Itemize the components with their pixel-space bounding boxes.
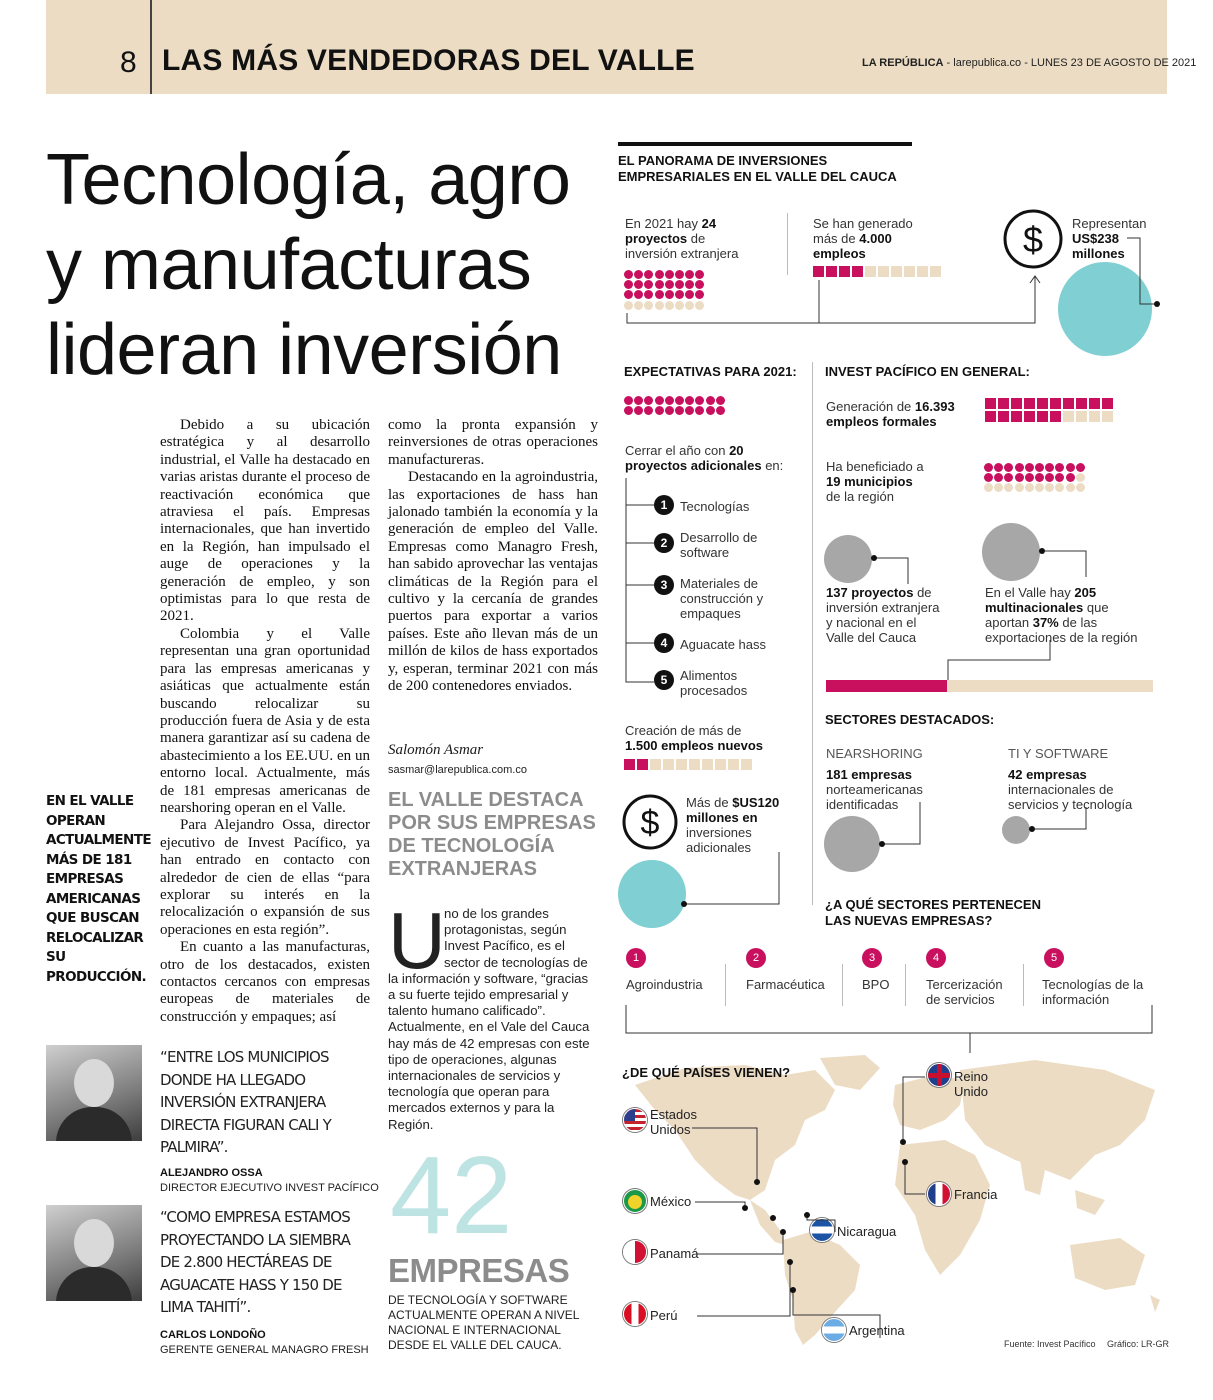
sector-item: Aguacate hass	[680, 637, 767, 652]
expectations-title: EXPECTATIVAS PARA 2021:	[624, 364, 797, 379]
unit-square	[1076, 411, 1087, 422]
unit-square	[1063, 398, 1074, 409]
sector-number: 1	[626, 948, 646, 968]
unit-dot	[1055, 483, 1064, 492]
sectors-bracket	[620, 1005, 1160, 1055]
unit-dot	[655, 406, 664, 415]
sector-item: Tecnologías	[680, 499, 750, 514]
add-money-stat: Más de $US120 millones en inversiones adicionales	[686, 795, 780, 855]
gen-jobs-stat: Generación de 16.393 empleos formales	[826, 399, 955, 429]
nearshoring-circle	[824, 816, 880, 872]
sector-number: 2	[746, 948, 766, 968]
list-number: 1	[654, 495, 674, 515]
unit-dot	[1004, 473, 1013, 482]
unit-square	[998, 398, 1009, 409]
unit-dot	[655, 396, 664, 405]
countries-title: ¿DE QUÉ PAÍSES VIENEN?	[622, 1065, 791, 1080]
unit-dot	[1015, 483, 1024, 492]
unit-dot	[685, 396, 694, 405]
projects-stat: En 2021 hay 24 proyectos de inversión extranjera	[625, 216, 739, 261]
multinac-circle	[982, 523, 1040, 581]
divider	[905, 964, 906, 1006]
unit-dot	[1015, 463, 1024, 472]
unit-square	[1011, 411, 1022, 422]
country-label: Panamá	[650, 1246, 699, 1261]
country-label: Argentina	[849, 1323, 905, 1338]
unit-dot	[1035, 483, 1044, 492]
unit-square	[1089, 398, 1100, 409]
section-title: LAS MÁS VENDEDORAS DEL VALLE	[162, 44, 695, 77]
graphic-credit: Gráfico: LR-GR	[1107, 1339, 1170, 1349]
nearshoring-stat: 181 empresas norteamericanas identificadas	[826, 767, 923, 812]
divider	[842, 964, 843, 1006]
unit-square	[624, 759, 635, 770]
svg-text:$: $	[1022, 219, 1044, 260]
unit-dot	[1076, 473, 1085, 482]
unit-square	[985, 398, 996, 409]
projects137-stat: 137 proyectos de inversión extranjera y nacional en el Valle del Cauca	[826, 585, 940, 645]
unit-square	[1102, 411, 1113, 422]
money-stat: Representan US$238 millones	[1072, 216, 1147, 261]
municipios-stat: Ha beneficiado a 19 municipios de la región	[826, 459, 924, 504]
big-number: 42	[390, 1134, 513, 1257]
unit-dot	[1035, 473, 1044, 482]
unit-dot	[675, 406, 684, 415]
municipios-dot-grid	[984, 463, 1114, 503]
drop-cap: U	[388, 896, 446, 985]
invest-title: INVEST PACÍFICO EN GENERAL:	[825, 364, 1030, 379]
sector-number: 4	[926, 948, 946, 968]
ti-stat: 42 empresas internacionales de servicios y tecnología	[1008, 767, 1133, 812]
unit-dot	[624, 406, 633, 415]
paragraph: En cuanto a las manufacturas, otro de los destacados, existen contactos cercanos con empresas europeas de materiales de construcción y empaques; así	[160, 939, 370, 1025]
issue-date: LUNES 23 DE AGOSTO DE 2021	[1030, 57, 1197, 69]
unit-dot	[1035, 463, 1044, 472]
quote-role: DIRECTOR EJECUTIVO INVEST PACÍFICO	[160, 1182, 379, 1194]
sectors-title: SECTORES DESTACADOS:	[825, 712, 995, 727]
sector-item: Desarrollo de software	[680, 530, 758, 560]
unit-dot	[984, 473, 993, 482]
publication-name: LA REPÚBLICA	[862, 57, 944, 69]
new-sectors-title: ¿A QUÉ SECTORES PERTENECEN LAS NUEVAS EMPRESAS?	[825, 897, 1041, 928]
jobs-stat: Se han generado más de 4.000 empleos	[813, 216, 913, 261]
unit-dot	[1045, 463, 1054, 472]
article-column-2	[388, 417, 598, 696]
unit-square	[663, 759, 674, 770]
list-number: 5	[654, 670, 674, 690]
connector-line	[1036, 545, 1096, 585]
unit-dot	[1045, 473, 1054, 482]
unit-square	[1089, 411, 1100, 422]
unit-square	[1024, 398, 1035, 409]
list-number: 4	[654, 633, 674, 653]
dollar-icon	[620, 792, 680, 852]
sidebar-body-text: no de los grandes protagonistas, según Invest Pacífico, es el sector de tecnologías de la información y software, “gracias a su fuerte tejido empresarial y talento humano calificado”. Actualmente, en el Vale del Cauca hay más de 42 empresas con este tipo de operaciones, algunas internacionales de servicios y tecnología que operan para mercados externos y para la Región.	[388, 906, 590, 1132]
divider	[725, 964, 726, 1006]
infographic-top-rule	[618, 142, 912, 146]
new-sector-item: Tecnologías de la información	[1042, 977, 1144, 1007]
quote-role: GERENTE GENERAL MANAGRO FRESH	[160, 1344, 369, 1356]
unit-dot	[1025, 463, 1034, 472]
new-jobs-stat: Creación de más de 1.500 empleos nuevos	[625, 723, 764, 753]
header-meta: LA REPÚBLICA - larepublica.co - LUNES 23 DE AGOSTO DE 2021	[862, 57, 1197, 69]
new-sector-item: Tercerización de servicios	[926, 977, 1003, 1007]
unit-dot	[1066, 473, 1075, 482]
unit-square	[1011, 398, 1022, 409]
infographic-title: EL PANORAMA DE INVERSIONES EMPRESARIALES EN EL VALLE DEL CAUCA	[618, 153, 897, 184]
paragraph: como la pronta expansión y reinversiones de otras operaciones manufactureras.	[388, 417, 598, 468]
avatar-carlos-londono	[46, 1205, 142, 1301]
ti-label: TI Y SOFTWARE	[1008, 746, 1109, 761]
list-number: 3	[654, 575, 674, 595]
unit-dot	[1066, 463, 1075, 472]
unit-dot	[665, 406, 674, 415]
multinac-stat: En el Valle hay 205 multinacionales que aportan 37% de las exportaciones de la región	[985, 585, 1138, 645]
sidebar-body	[388, 896, 598, 1133]
connector-line	[1026, 805, 1096, 835]
sector-number: 5	[1044, 948, 1064, 968]
unit-square	[637, 759, 648, 770]
author-email[interactable]: sasmar@larepublica.com.co	[388, 764, 527, 776]
unit-square	[985, 411, 996, 422]
unit-dot	[984, 483, 993, 492]
unit-dot	[644, 396, 653, 405]
unit-square	[715, 759, 726, 770]
unit-square	[1050, 398, 1061, 409]
unit-square	[728, 759, 739, 770]
country-label: Estados Unidos	[650, 1107, 697, 1137]
avatar-alejandro-ossa	[46, 1045, 142, 1141]
connector-lines	[620, 228, 1165, 328]
divider	[812, 362, 813, 905]
unit-dot	[1076, 483, 1085, 492]
site-link[interactable]: larepublica.co	[953, 57, 1022, 69]
unit-dot	[1076, 463, 1085, 472]
new-jobs-square-bar	[624, 759, 764, 771]
unit-dot	[685, 406, 694, 415]
exports-share-bar	[826, 680, 1153, 692]
projects137-circle	[824, 535, 872, 583]
unit-dot	[675, 396, 684, 405]
svg-text:$: $	[640, 804, 660, 842]
page-number: 8	[120, 46, 137, 79]
country-label: Francia	[954, 1187, 998, 1202]
unit-square	[1037, 398, 1048, 409]
country-label: México	[650, 1194, 692, 1209]
unit-square	[741, 759, 752, 770]
unit-dot	[706, 396, 715, 405]
new-sector-item: BPO	[862, 977, 890, 992]
quote-name: ALEJANDRO OSSA	[160, 1167, 263, 1179]
paragraph: Destacando en la agroindustria, las exportaciones de hass han jalonado también la economía y la generación de empleo del Valle. Empresas como Managro Fresh, han sabido aprovechar las ventajas climáticas de la Región para el cultivo y la cercanía de grandes puertos para exportar a varios países. Este año llevan más de un millón de kilos de hass exportados y, esperan, terminar 2021 con más de 200 contenedores enviados.	[388, 469, 598, 695]
unit-dot	[706, 406, 715, 415]
country-label: Nicaragua	[837, 1224, 897, 1239]
unit-dot	[624, 396, 633, 405]
article-column-1	[160, 417, 370, 1026]
unit-dot	[1004, 463, 1013, 472]
unit-square	[702, 759, 713, 770]
sidebar-headline: EL VALLE DESTACA POR SUS EMPRESAS DE TECNOLOGÍA EXTRANJERAS	[388, 789, 596, 880]
country-label: Perú	[650, 1308, 678, 1323]
headline: Tecnología, agro y manufacturas lideran inversión	[46, 140, 571, 390]
paragraph: Para Alejandro Ossa, director ejecutivo de Invest Pacífico, ya han entrado en contacto con alrededor de cien de ellas “para explorar su interés en la relocalización o expansión de sus operaciones en esta región”.	[160, 817, 370, 938]
unit-dot	[1004, 483, 1013, 492]
unit-dot	[634, 406, 643, 415]
map-pointers	[615, 1050, 1170, 1350]
source-note: Fuente: Invest Pacífico	[1004, 1339, 1096, 1349]
unit-dot	[695, 396, 704, 405]
unit-dot	[1025, 483, 1034, 492]
quote-text: “ENTRE LOS MUNICIPIOS DONDE HA LLEGADO INVERSIÓN EXTRANJERA DIRECTA FIGURAN CALI Y PALMIRA”.	[160, 1048, 331, 1156]
unit-dot	[994, 473, 1003, 482]
connector-line	[940, 640, 1060, 680]
header-divider	[150, 0, 152, 94]
expectations-dot-grid	[624, 396, 744, 436]
country-label: Reino Unido	[954, 1069, 988, 1099]
quote-name: CARLOS LONDOÑO	[160, 1329, 266, 1341]
unit-dot	[634, 396, 643, 405]
unit-dot	[1025, 473, 1034, 482]
author-name: Salomón Asmar	[388, 742, 484, 758]
big-number-label: EMPRESAS	[388, 1252, 570, 1289]
unit-dot	[1015, 473, 1024, 482]
unit-square	[650, 759, 661, 770]
new-sector-item: Farmacéutica	[746, 977, 825, 992]
unit-dot	[984, 463, 993, 472]
sector-item: Alimentos procesados	[680, 668, 748, 698]
unit-dot	[1066, 483, 1075, 492]
sector-number: 3	[862, 948, 882, 968]
pull-quote: EN EL VALLE OPERAN ACTUALMENTE MÁS DE 181 EMPRESAS AMERICANAS QUE BUSCAN RELOCALIZAR SU PRODUCCIÓN.	[46, 793, 151, 985]
unit-square	[1050, 411, 1061, 422]
unit-dot	[695, 406, 704, 415]
unit-dot	[1055, 473, 1064, 482]
unit-square	[1063, 411, 1074, 422]
add-money-circle	[618, 860, 686, 928]
new-sector-item: Agroindustria	[626, 977, 703, 992]
unit-square	[998, 411, 1009, 422]
connector-line	[680, 850, 790, 910]
paragraph: Debido a su ubicación estratégica y al desarrollo industrial, el Valle ha destacado en varias aristas durante el proceso de reactivación económica que atraviesa el país. Empresas internacionales, que han invertido en la Región, han impulsado el auge de operaciones y la generación de empleo, y son optimistas para lo que resta de 2021.	[160, 417, 370, 625]
unit-dot	[716, 396, 725, 405]
unit-square	[676, 759, 687, 770]
sector-item: Materiales de construcción y empaques	[680, 576, 764, 621]
big-number-caption: DE TECNOLOGÍA Y SOFTWARE ACTUALMENTE OPERAN A NIVEL NACIONAL E INTERNACIONAL DESDE EL VALLE DEL CAUCA.	[388, 1293, 579, 1352]
quote-text: “COMO EMPRESA ESTAMOS PROYECTANDO LA SIEMBRA DE 2.800 HECTÁREAS DE AGUACATE HASS Y 150 DE LIMA TAHITÍ”.	[160, 1208, 351, 1316]
unit-square	[1037, 411, 1048, 422]
unit-dot	[644, 406, 653, 415]
list-number: 2	[654, 533, 674, 553]
exports-share-fill	[826, 680, 947, 692]
unit-dot	[1055, 463, 1064, 472]
unit-dot	[665, 396, 674, 405]
unit-square	[1024, 411, 1035, 422]
unit-square	[1102, 398, 1113, 409]
unit-square	[689, 759, 700, 770]
connector-line	[876, 800, 926, 850]
divider	[1023, 964, 1024, 1006]
expectations-stat: Cerrar el año con 20 proyectos adicionales en:	[625, 443, 784, 473]
unit-dot	[1045, 483, 1054, 492]
paragraph: Colombia y el Valle representan una gran oportunidad para las empresas americanas y asiáticas que actualmente están buscando relocalizar su producción fuera de Asia y de esta manera garantizar así su cadena de abastecimiento a los EE.UU. en un entorno local. Actualmente, más de 181 empresas americanas de nearshoring operan en el Valle.	[160, 625, 370, 816]
gen-jobs-square-grid	[985, 398, 1125, 438]
unit-dot	[716, 406, 725, 415]
unit-dot	[994, 463, 1003, 472]
nearshoring-label: NEARSHORING	[826, 746, 923, 761]
unit-dot	[994, 483, 1003, 492]
unit-square	[1076, 398, 1087, 409]
